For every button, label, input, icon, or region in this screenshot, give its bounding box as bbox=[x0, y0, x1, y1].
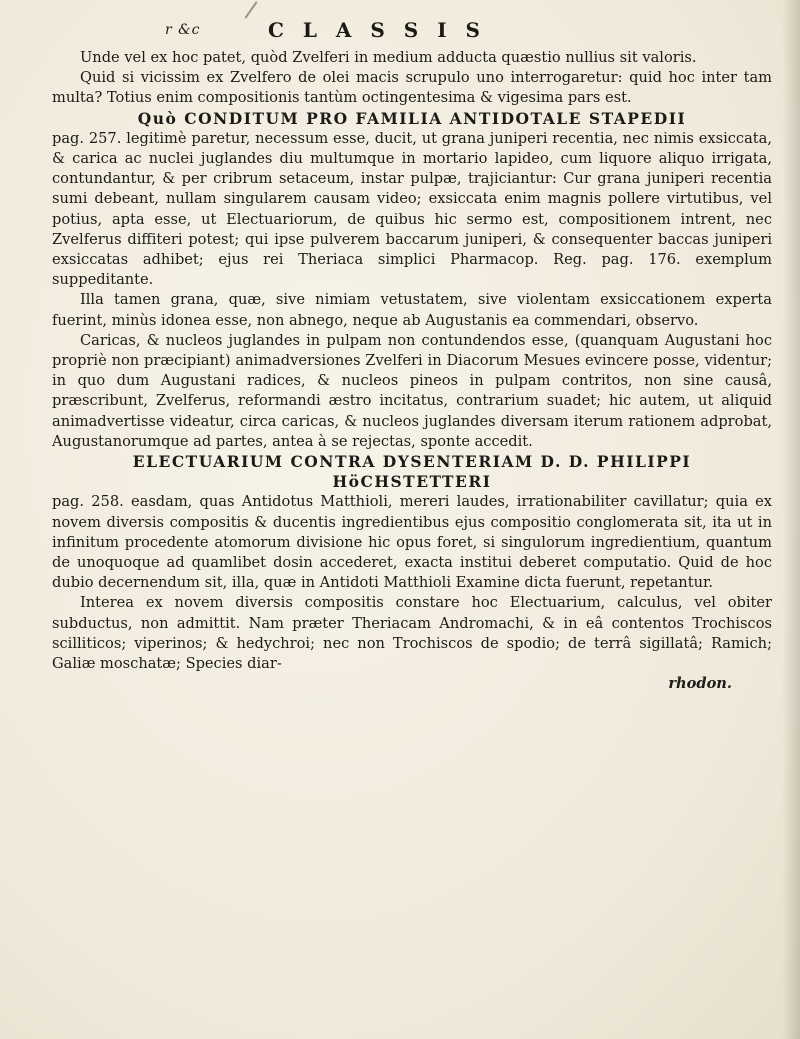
gutter-shadow bbox=[782, 0, 800, 1039]
page-mark: r &c bbox=[165, 22, 201, 38]
paragraph-caricas: Caricas, & nucleos juglandes in pulpam non contundendos esse, (quanquam Augustani hoc propriè non præcipiant) animadversiones Zvelferi in Diacorum Mesues evincere posse, videntur; in quo dum Augustani radices, & nucleos pineos in pulpam contritos, non sine causâ, præscribunt, Zvelferus, reformandi æstro incitatus, contrarium suadet; hic autem, ut aliquid animadvertisse videatur, circa caricas, & nucleos juglandes diversam iterum rationem adprobat, Augustanorumque ad partes, antea à se rejectas, sponte accedit. bbox=[52, 331, 772, 450]
section-heading-quo-conditum: Quò CONDITUM PRO FAMILIA ANTIDOTALE STAPEDII bbox=[137, 108, 687, 128]
paragraph-illa-tamen: Illa tamen grana, quæ, sive nimiam vetustatem, sive violentam exsiccationem experta fuerint, minùs idonea esse, non abnego, neque ab Augustanis ea commendari, observo. bbox=[52, 291, 772, 329]
paragraph-quo-conditum: pag. 257. legitimè paretur, necessum esse, ducit, ut grana juniperi recentia, nec nimis exsiccata, & carica ac nuclei juglandes diu multumque in mortario lapideo, cum liquore aliquo irrigata, contundantur, & per cribrum setaceum, instar pulpæ, trajiciantur: Cur grana juniperi recentia sumi debeant, nullam singularem causam video; exsiccata enim magnis pollere virtutibus, vel potius, apta esse, ut Electuariorum, de quibus hic sermo est, compositionem intrent, nec Zvelferus diffiteri potest; qui ipse pulverem baccarum juniperi, & consequenter baccas juniperi exsiccatas adhibet; ejus rei Theriaca simplici Pharmacop. Reg. pag. 176. exemplum suppeditante. bbox=[52, 129, 772, 289]
paragraph-quaestio: Quid si vicissim ex Zvelfero de olei macis scrupulo uno interrogaretur: quid hoc inter tam multa? Totius enim compositionis tantùm octingentesima & vigesima pars est. bbox=[52, 69, 772, 107]
paragraph-interea: Interea ex novem diversis compositis constare hoc Electuarium, calculus, vel obiter subductus, non admittit. Nam præter Theriacam Andromachi, & in eâ contentos Trochiscos scilliticos; viperinos; & hedychroi; nec non Trochiscos de spodio; de terrâ sigillatâ; Ramich; Galiæ moschatæ; Species diar- bbox=[52, 594, 772, 673]
paragraph-intro: Unde vel ex hoc patet, quòd Zvelferi in medium adducta quæstio nullius sit valoris. bbox=[80, 49, 697, 66]
body-text bbox=[52, 48, 772, 695]
paragraph-electuarium: pag. 258. easdam, quas Antidotus Matthioli, mereri laudes, irrationabiliter cavillatur; quia ex novem diversis compositis & ducentis ingredientibus ejus compositio conglomerata sit, ita ut in infinitum procedente atomorum divisione hic opus foret, si singulorum ingredientium, quantum de unoquoque ad quamlibet dosin accederet, exacta institui deberet computatio. Quid de hoc dubio decernendum sit, illa, quæ in Antidoti Matthioli Examine dicta fuerunt, repetantur. bbox=[52, 493, 772, 592]
section-heading-electuarium: ELECTUARIUM CONTRA DYSENTERIAM D. D. PHILIPPI HöCHSTETTERI bbox=[132, 452, 692, 492]
catchword: rhodon. bbox=[668, 675, 732, 693]
ink-smudge bbox=[244, 1, 257, 19]
running-head: C L A S S I S bbox=[268, 18, 486, 42]
